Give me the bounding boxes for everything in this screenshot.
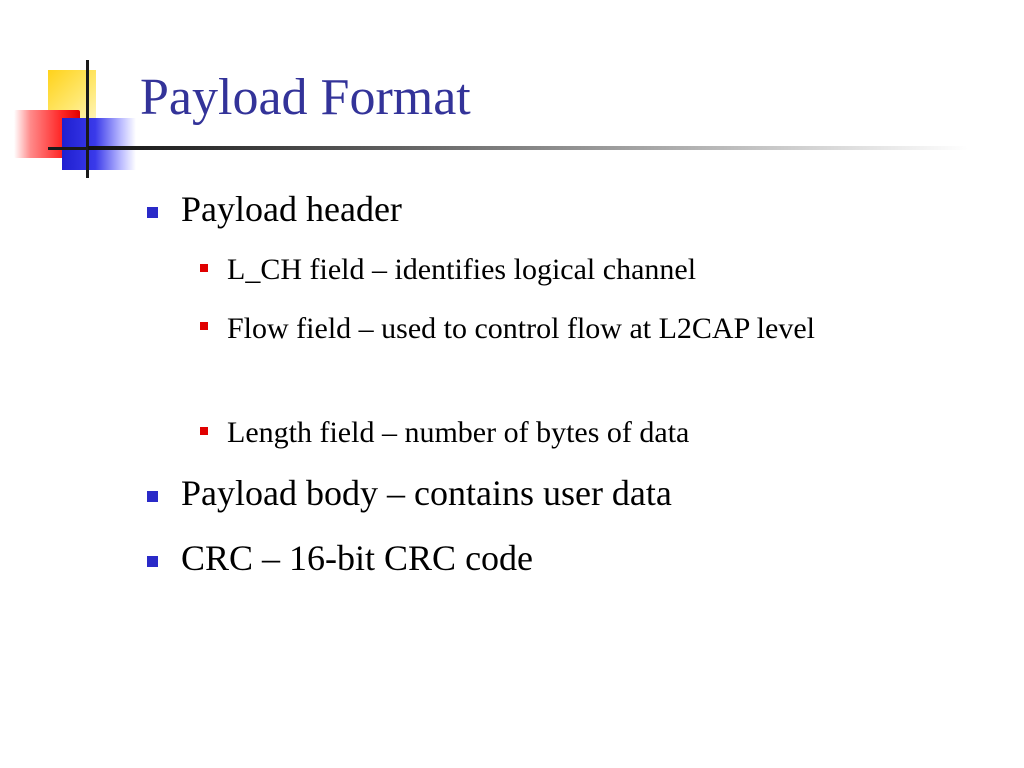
sub-bullet-flow-field: [227, 305, 947, 353]
sub-bullet-text: Length field – number of bytes of data: [227, 416, 690, 449]
sub-bullet-length-field: [227, 410, 947, 455]
sub-bullet-text: L_CH field – identifies logical channel: [227, 253, 697, 286]
bullet-text: CRC – 16-bit CRC code: [181, 538, 534, 578]
bullet-payload-header: [181, 189, 402, 229]
bullet-text: Payload header: [181, 189, 402, 229]
bullet-crc: [181, 538, 533, 578]
bullet-text: Payload body – contains user data: [181, 473, 672, 513]
sub-bullet-lch-field: [227, 247, 947, 292]
square-bullet-icon: [147, 207, 158, 218]
slide-title: Payload Format: [140, 69, 471, 126]
square-bullet-icon: [200, 322, 208, 330]
bullet-payload-body: [181, 473, 672, 513]
square-bullet-icon: [147, 556, 158, 567]
square-bullet-icon: [200, 427, 208, 435]
square-bullet-icon: [147, 491, 158, 502]
square-bullet-icon: [200, 264, 208, 272]
sub-bullet-text: Flow field – used to control flow at L2CAP level: [227, 312, 815, 345]
